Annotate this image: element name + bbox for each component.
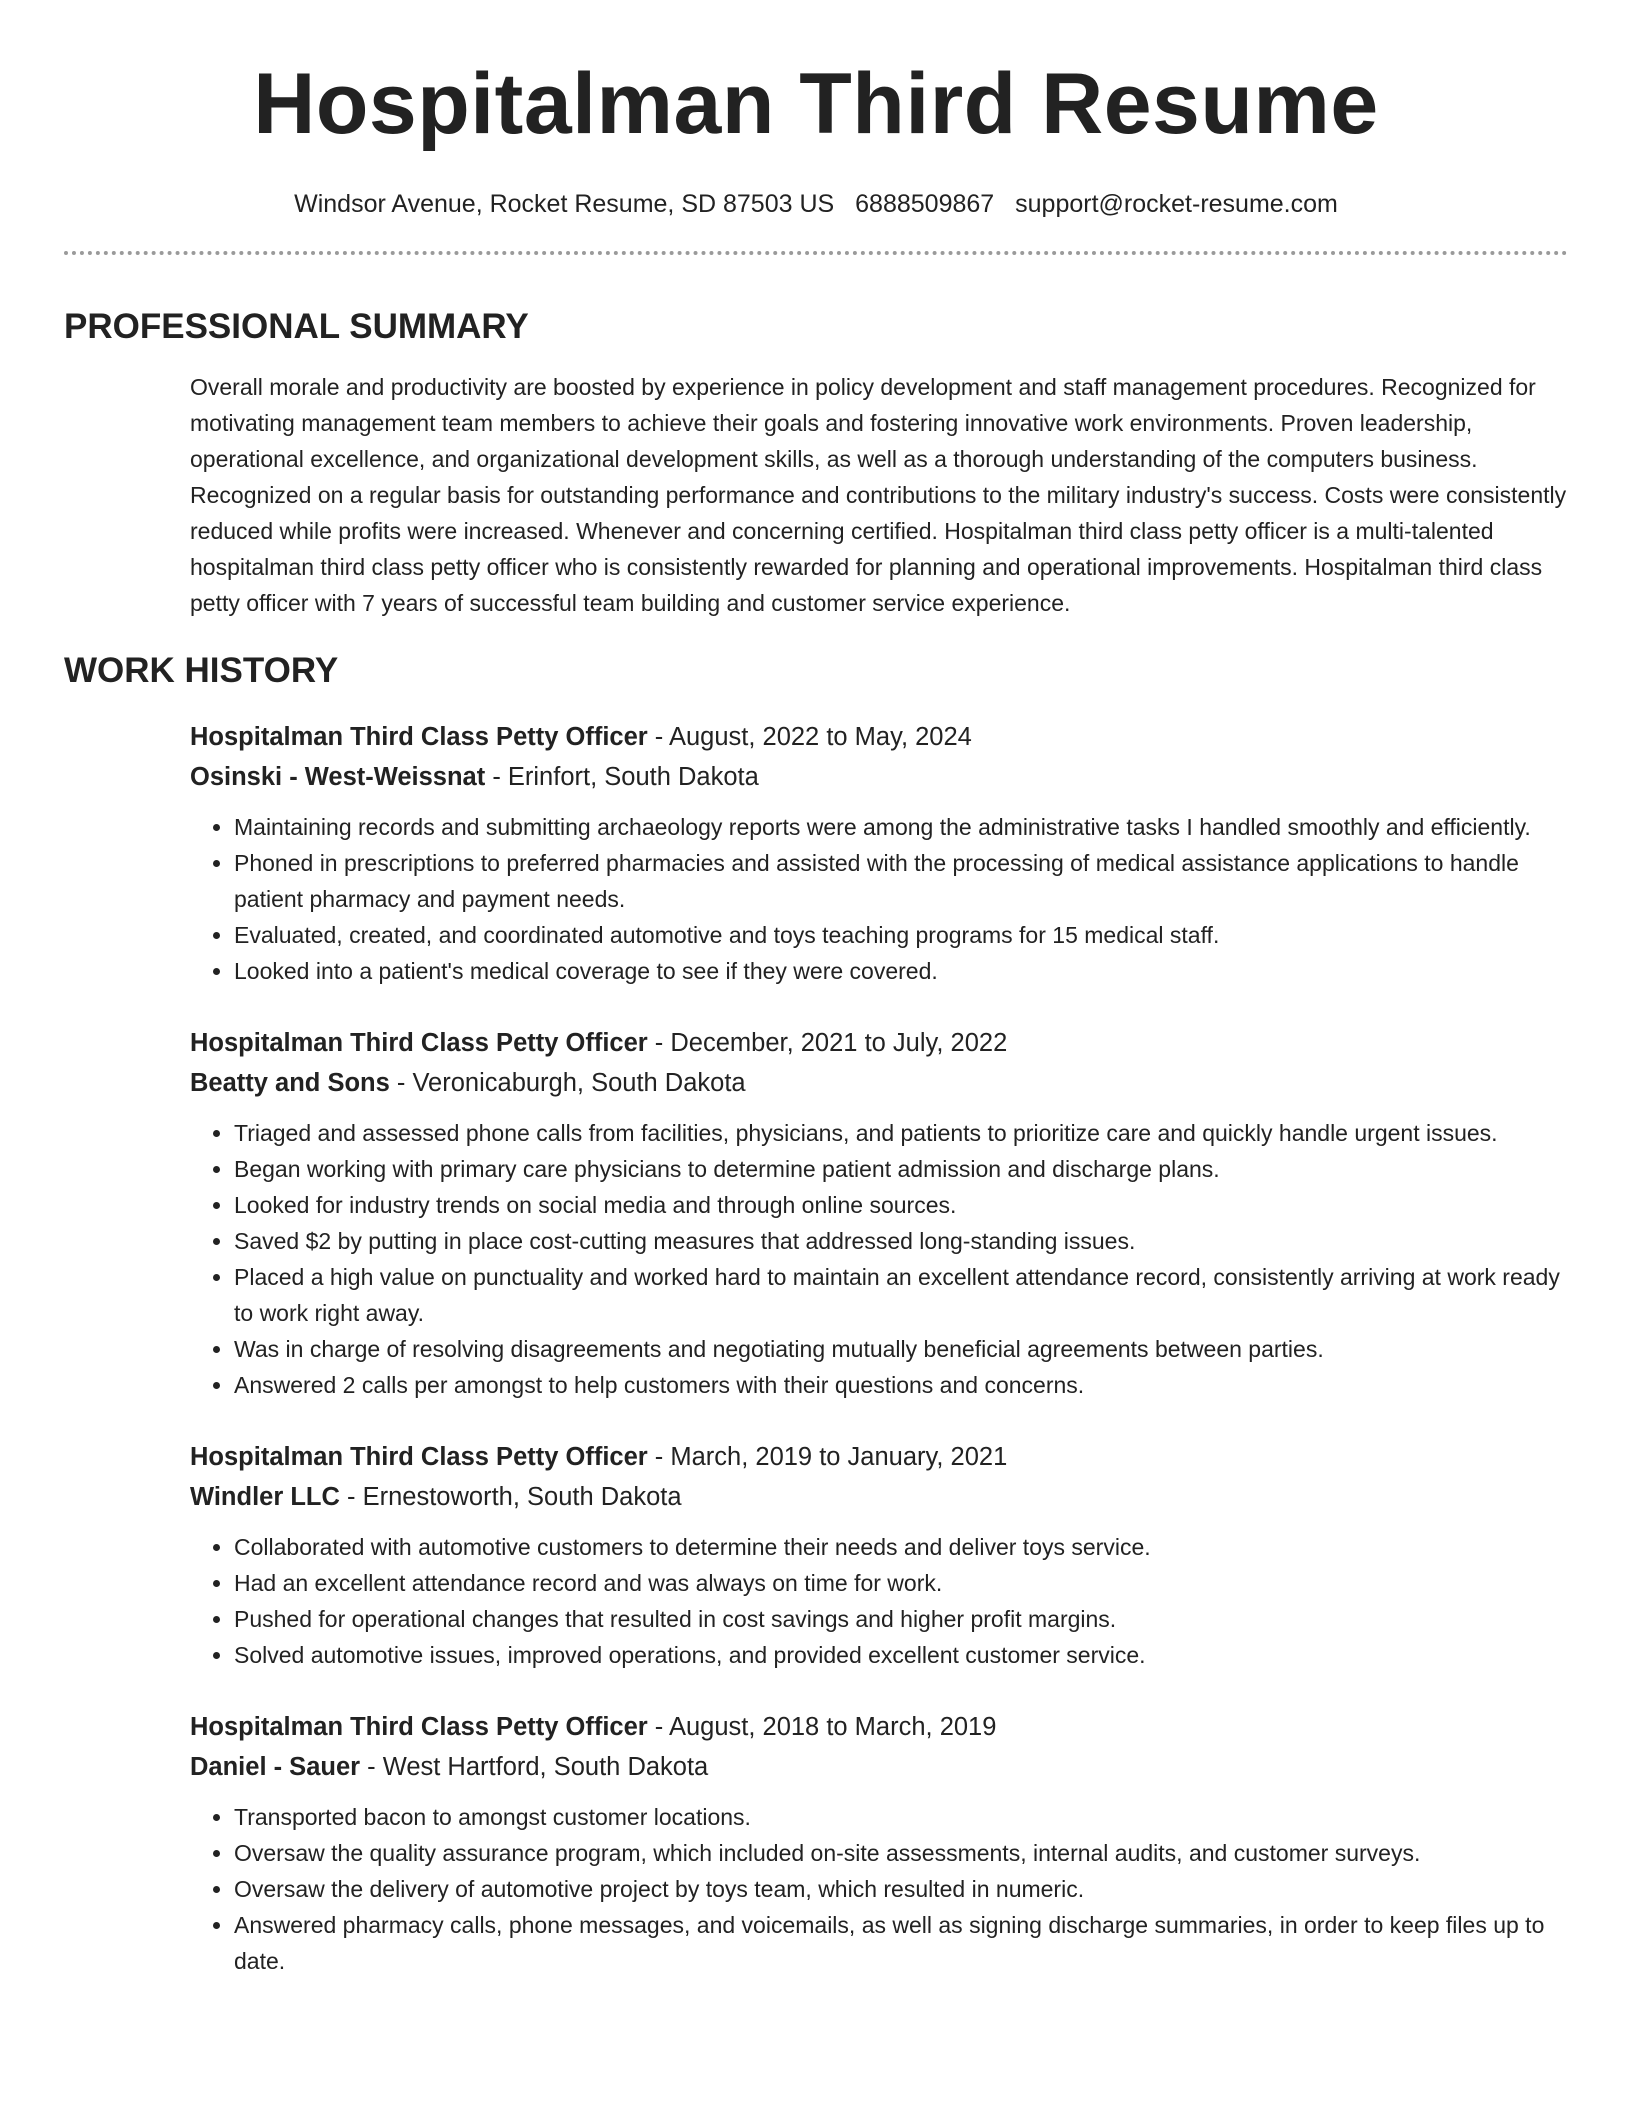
list-item: • Triaged and assessed phone calls from facilities, physicians, and patients to prioritize care and quickly handle urgent issues. bbox=[234, 1115, 1568, 1151]
list-item: • Maintaining records and submitting archaeology reports were among the administrative tasks I handled smoothly and efficiently. bbox=[234, 809, 1568, 845]
list-item: • Looked into a patient's medical coverage to see if they were covered. bbox=[234, 953, 1568, 989]
list-item: • Collaborated with automotive customers to determine their needs and deliver toys service. bbox=[234, 1529, 1568, 1565]
job-company-line bbox=[190, 757, 1568, 797]
list-item: • Answered 2 calls per amongst to help customers with their questions and concerns. bbox=[234, 1367, 1568, 1403]
job-location: - Ernestoworth, South Dakota bbox=[339, 1483, 682, 1511]
resume-title: Hospitalman Third Resume bbox=[253, 56, 1379, 152]
header-divider bbox=[64, 251, 1568, 255]
job-duties-list bbox=[190, 1799, 1568, 1979]
list-item: • Oversaw the delivery of automotive project by toys team, which resulted in numeric. bbox=[234, 1871, 1568, 1907]
job-company: Daniel - Sauer bbox=[190, 1753, 361, 1781]
list-item: • Solved automotive issues, improved operations, and provided excellent customer service. bbox=[234, 1637, 1568, 1673]
job-duties-list bbox=[190, 1115, 1568, 1403]
job-company: Osinski - West-Weissnat bbox=[190, 763, 486, 791]
list-item: • Saved $2 by putting in place cost-cutting measures that addressed long-standing issues. bbox=[234, 1223, 1568, 1259]
contact-line bbox=[64, 190, 1568, 219]
job-position-line bbox=[190, 1437, 1568, 1477]
job-company: Windler LLC bbox=[190, 1483, 340, 1511]
job-duties-list bbox=[190, 1529, 1568, 1673]
job-company: Beatty and Sons bbox=[190, 1069, 390, 1097]
job-dates: - March, 2019 to January, 2021 bbox=[647, 1443, 1008, 1471]
job-dates: - December, 2021 to July, 2022 bbox=[647, 1029, 1008, 1057]
job-position-line bbox=[190, 717, 1568, 757]
list-item: • Answered pharmacy calls, phone messages, and voicemails, as well as signing discharge summaries, in order to keep files up to date. bbox=[234, 1907, 1568, 1979]
job-entry bbox=[190, 1707, 1568, 1979]
job-location: - West Hartford, South Dakota bbox=[360, 1753, 709, 1781]
list-item: • Pushed for operational changes that resulted in cost savings and higher profit margins. bbox=[234, 1601, 1568, 1637]
list-item: • Oversaw the quality assurance program, which included on-site assessments, internal audits, and customer surveys. bbox=[234, 1835, 1568, 1871]
job-location: - Erinfort, South Dakota bbox=[485, 763, 759, 791]
job-position-line bbox=[190, 1707, 1568, 1747]
job-company-line bbox=[190, 1747, 1568, 1787]
job-position-line bbox=[190, 1023, 1568, 1063]
job-dates: - August, 2022 to May, 2024 bbox=[647, 723, 972, 751]
job-entry bbox=[190, 1437, 1568, 1673]
job-company-line bbox=[190, 1063, 1568, 1103]
resume-header bbox=[64, 0, 1568, 219]
contact-email: support@rocket-resume.com bbox=[1015, 190, 1338, 218]
job-company-line bbox=[190, 1477, 1568, 1517]
contact-phone: 6888509867 bbox=[855, 190, 995, 218]
job-dates: - August, 2018 to March, 2019 bbox=[647, 1713, 997, 1741]
job-position: Hospitalman Third Class Petty Officer bbox=[190, 1713, 648, 1741]
job-position: Hospitalman Third Class Petty Officer bbox=[190, 1443, 648, 1471]
job-location: - Veronicaburgh, South Dakota bbox=[389, 1069, 746, 1097]
job-entry bbox=[190, 717, 1568, 989]
job-position: Hospitalman Third Class Petty Officer bbox=[190, 723, 648, 751]
list-item: • Transported bacon to amongst customer locations. bbox=[234, 1799, 1568, 1835]
contact-address: Windsor Avenue, Rocket Resume, SD 87503 US bbox=[294, 190, 835, 218]
list-item: • Placed a high value on punctuality and worked hard to maintain an excellent attendance record, consistently arriving at work ready to work right away. bbox=[234, 1259, 1568, 1331]
list-item: • Was in charge of resolving disagreements and negotiating mutually beneficial agreements between parties. bbox=[234, 1331, 1568, 1367]
list-item: • Looked for industry trends on social media and through online sources. bbox=[234, 1187, 1568, 1223]
list-item: • Began working with primary care physicians to determine patient admission and discharge plans. bbox=[234, 1151, 1568, 1187]
summary-text: Overall morale and productivity are boosted by experience in policy development and staff management procedures. Recognized for motivating management team members to achieve their goals and fostering innovative work environments. Proven leadership, operational excellence, and organizational development skills, as well as a thorough understanding of the computers business. Recognized on a regular basis for outstanding performance and contributions to the military industry's success. Costs were consistently reduced while profits were increased. Whenever and concerning certified. Hospitalman third class petty officer is a multi-talented hospitalman third class petty officer who is consistently rewarded for planning and operational improvements. Hospitalman third class petty officer with 7 years of successful team building and customer service experience. bbox=[190, 374, 1567, 616]
work-history-heading: WORK HISTORY bbox=[64, 651, 339, 690]
job-entry bbox=[190, 1023, 1568, 1403]
list-item: • Phoned in prescriptions to preferred pharmacies and assisted with the processing of medical assistance applications to handle patient pharmacy and payment needs. bbox=[234, 845, 1568, 917]
summary-heading: PROFESSIONAL SUMMARY bbox=[64, 307, 529, 346]
job-position: Hospitalman Third Class Petty Officer bbox=[190, 1029, 648, 1057]
list-item: • Had an excellent attendance record and was always on time for work. bbox=[234, 1565, 1568, 1601]
list-item: • Evaluated, created, and coordinated automotive and toys teaching programs for 15 medical staff. bbox=[234, 917, 1568, 953]
job-duties-list bbox=[190, 809, 1568, 989]
